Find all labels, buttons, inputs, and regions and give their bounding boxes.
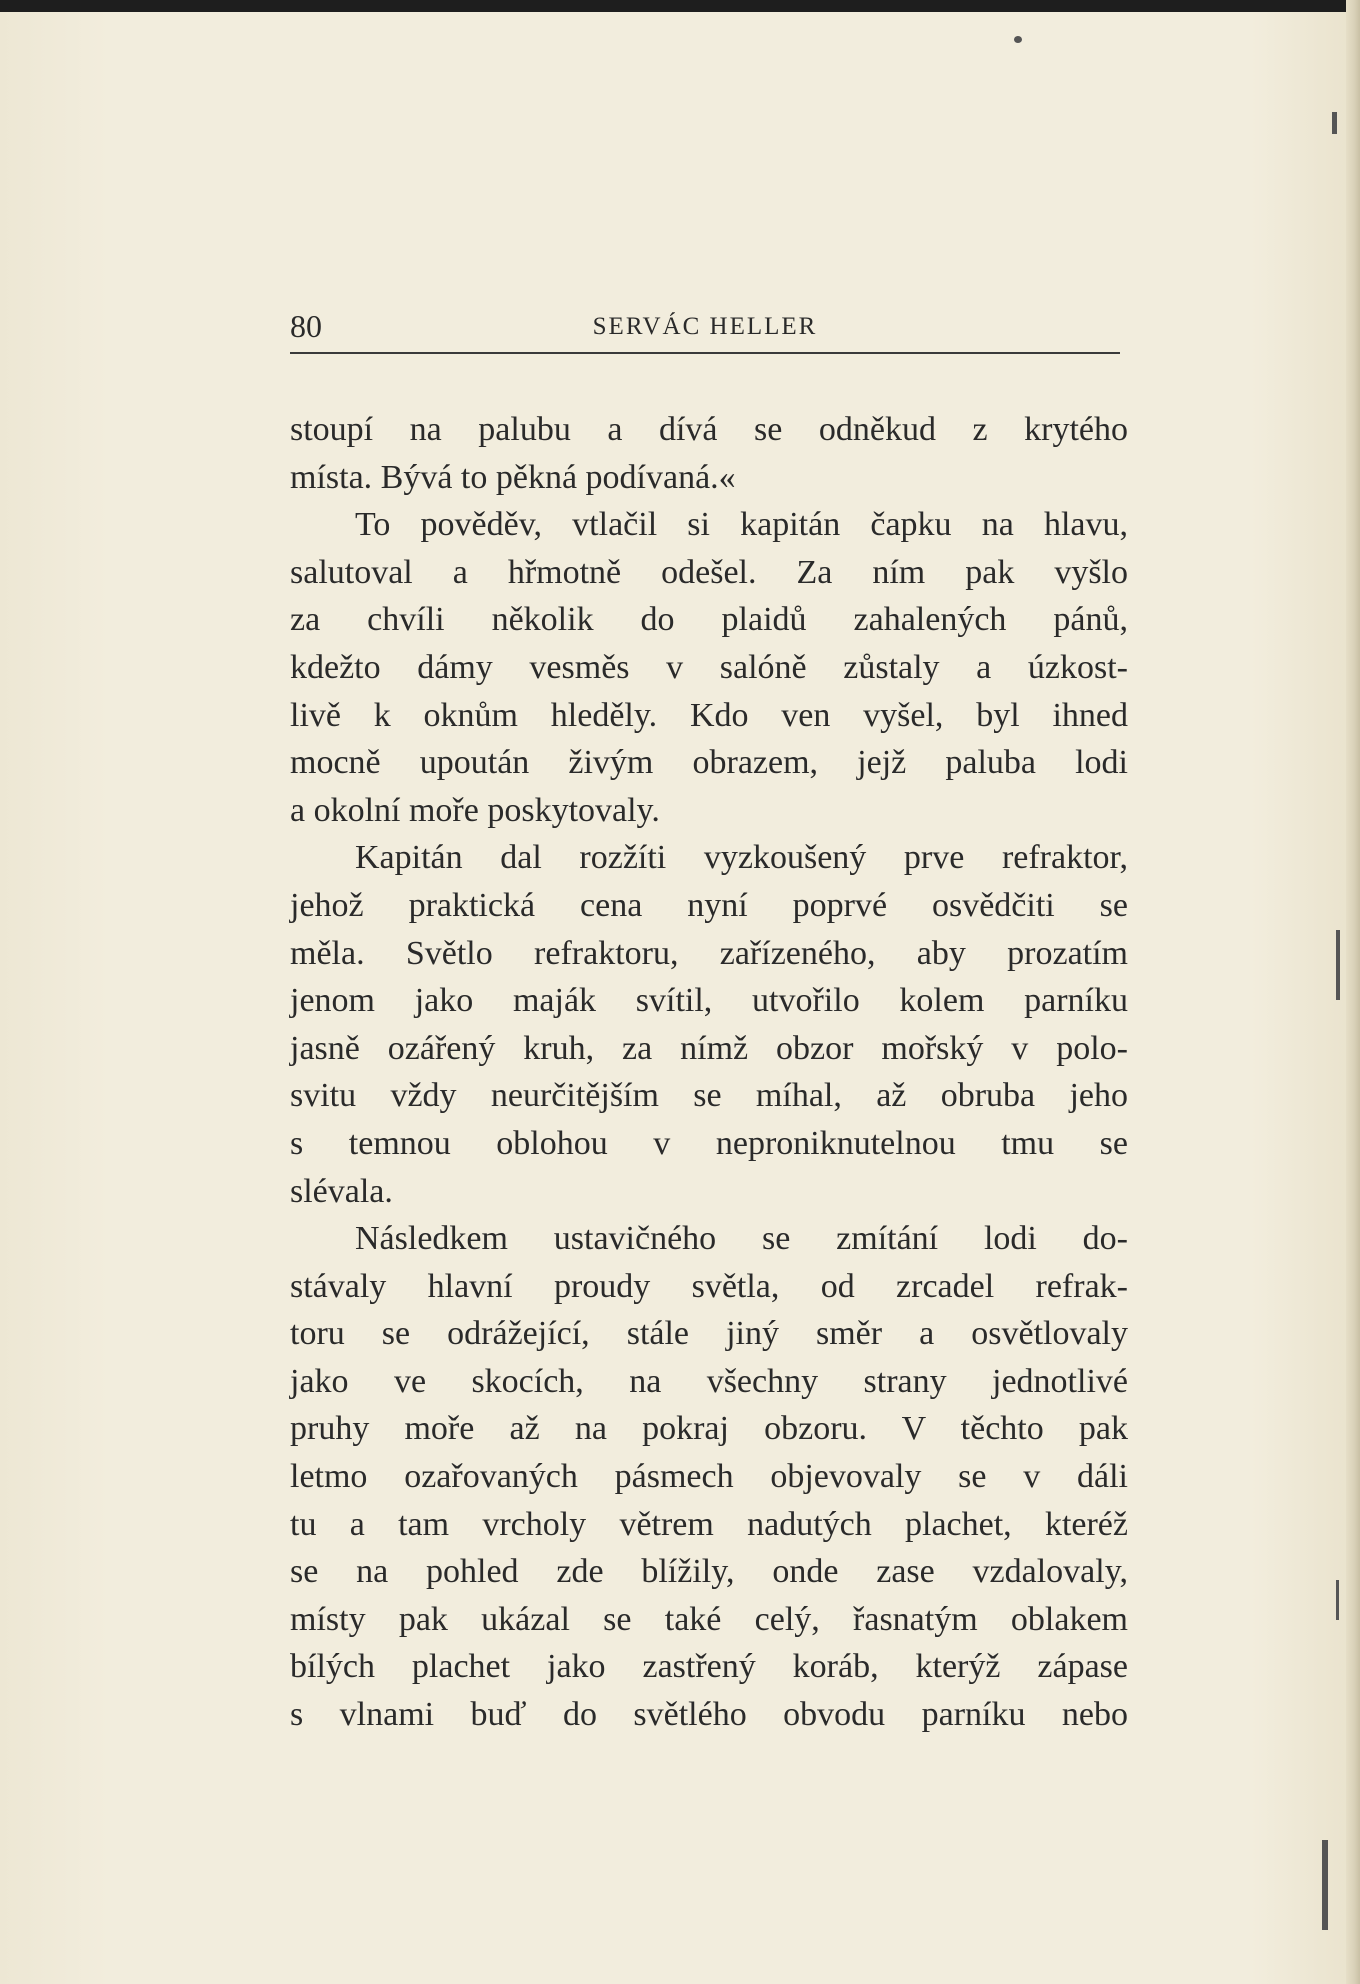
text-line: jasně ozářený kruh, za nímž obzor mořský v polo- bbox=[290, 1029, 1128, 1067]
page-fore-edge bbox=[1346, 0, 1360, 1984]
scan-speck bbox=[1322, 1840, 1328, 1930]
page-number: 80 bbox=[290, 308, 322, 344]
text-line: stávaly hlavní proudy světla, od zrcadel refrak- bbox=[290, 1267, 1128, 1305]
scan-speck bbox=[1336, 1580, 1339, 1620]
text-line: jenom jako maják svítil, utvořilo kolem parníku bbox=[290, 982, 1128, 1020]
text-line: salutoval a hřmotně odešel. Za ním pak vyšlo bbox=[290, 553, 1128, 591]
text-line: s vlnami buď do světlého obvodu parníku nebo bbox=[290, 1696, 1128, 1734]
text-line: se na pohled zde blížily, onde zase vzdalovaly, bbox=[290, 1553, 1128, 1591]
running-head bbox=[290, 306, 1120, 356]
text-line: svitu vždy neurčitějším se míhal, až obruba jeho bbox=[290, 1077, 1128, 1115]
text-line: s temnou oblohou v neproniknutelnou tmu se bbox=[290, 1124, 1128, 1162]
text-line: pruhy moře až na pokraj obzoru. V těchto pak bbox=[290, 1410, 1128, 1448]
text-line: Kapitán dal rozžíti vyzkoušený prve refraktor, bbox=[355, 839, 1128, 877]
scan-speck bbox=[1332, 112, 1337, 134]
text-line: letmo ozařovaných pásmech objevovaly se v dáli bbox=[290, 1458, 1128, 1496]
body-text bbox=[290, 406, 1128, 1739]
text-line: jako ve skocích, na všechny strany jednotlivé bbox=[290, 1362, 1128, 1400]
text-line: a okolní moře poskytovaly. bbox=[290, 791, 660, 829]
text-line: Následkem ustavičného se zmítání lodi do- bbox=[355, 1220, 1128, 1258]
scan-speck bbox=[1014, 36, 1022, 43]
text-line: mocně upoután živým obrazem, jejž paluba lodi bbox=[290, 744, 1128, 782]
header-title: SERVÁC HELLER bbox=[592, 313, 818, 340]
text-line: stoupí na palubu a dívá se odněkud z krytého bbox=[290, 411, 1128, 448]
text-line: toru se odrážející, stále jiný směr a osvětlovaly bbox=[290, 1315, 1128, 1353]
text-line: tu a tam vrcholy větrem nadutých plachet, kteréž bbox=[290, 1505, 1128, 1543]
text-line: za chvíli několik do plaidů zahalených pánů, bbox=[290, 601, 1128, 639]
text-line: jehož praktická cena nyní poprvé osvědčiti se bbox=[290, 886, 1128, 924]
text-line: slévala. bbox=[290, 1172, 393, 1210]
text-line: měla. Světlo refraktoru, zařízeného, aby prozatím bbox=[290, 934, 1128, 972]
text-line: bílých plachet jako zastřený koráb, kterýž zápase bbox=[290, 1648, 1128, 1686]
text-line: To pověděv, vtlačil si kapitán čapku na hlavu, bbox=[355, 506, 1128, 544]
text-line: místy pak ukázal se také celý, řasnatým oblakem bbox=[290, 1600, 1128, 1638]
text-line: kdežto dámy vesměs v salóně zůstaly a úzkost- bbox=[290, 648, 1128, 686]
scan-speck bbox=[1336, 930, 1340, 1000]
text-line: livě k oknům hleděly. Kdo ven vyšel, byl ihned bbox=[290, 696, 1128, 734]
header-rule bbox=[290, 352, 1120, 354]
scan-top-edge bbox=[0, 0, 1360, 12]
text-line: místa. Bývá to pěkná podívaná.« bbox=[290, 458, 736, 496]
